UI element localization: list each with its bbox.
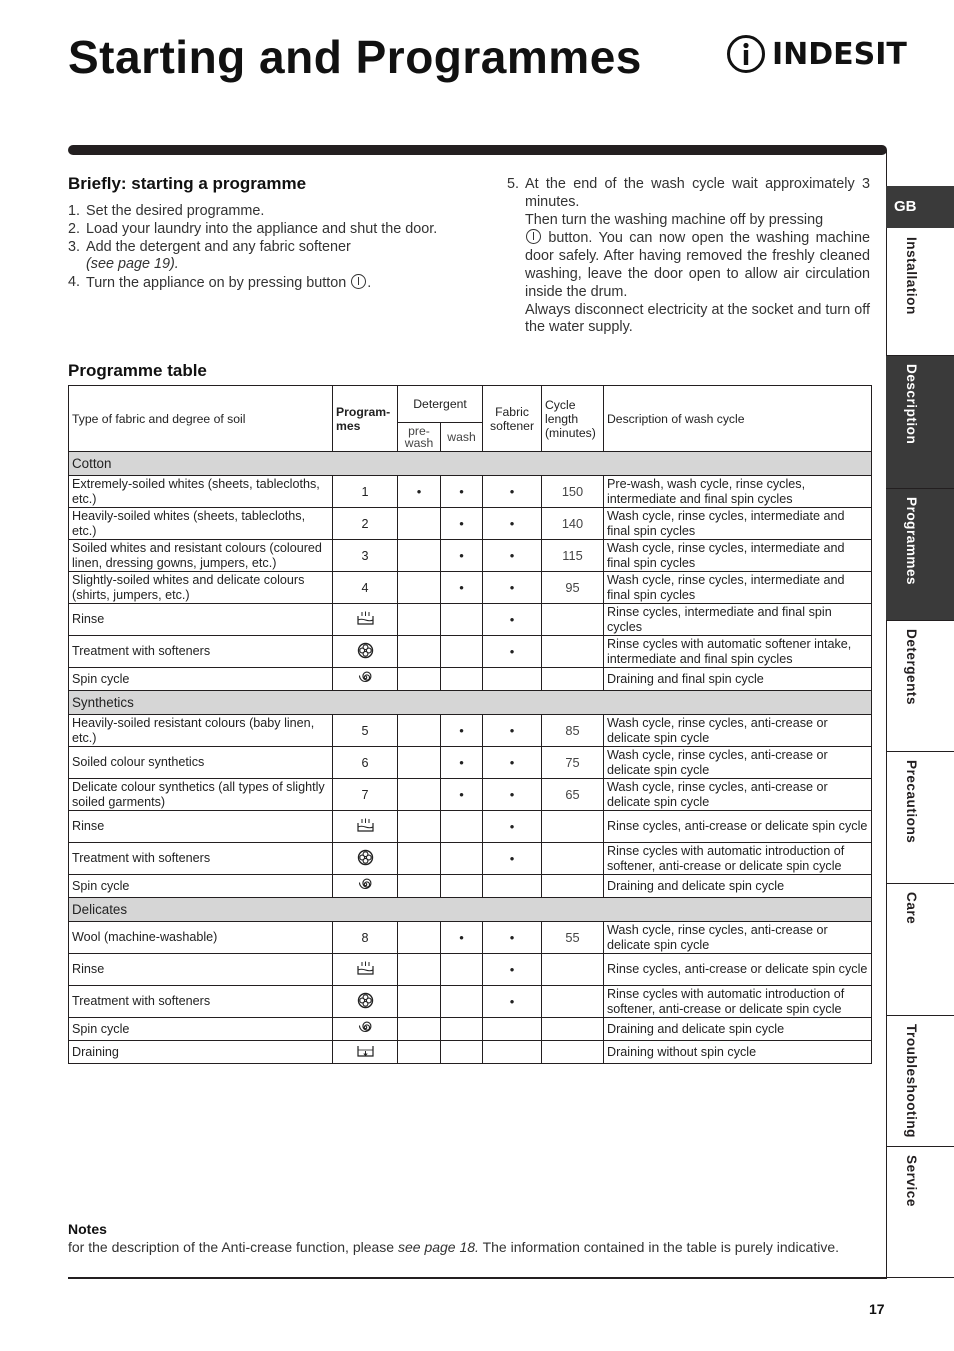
cycle-length-cell [542, 986, 604, 1018]
fabric-cell: Treatment with softeners [69, 843, 333, 875]
prewash-cell [398, 572, 441, 604]
header-description: Description of wash cycle [604, 386, 872, 452]
fabric-cell: Spin cycle [69, 1018, 333, 1041]
softener-cell: • [483, 922, 542, 954]
fabric-cell: Wool (machine-washable) [69, 922, 333, 954]
sidebar-tab-care[interactable] [886, 884, 954, 1016]
sidebar-tab-label: Care [904, 892, 919, 925]
softener-cell [483, 1041, 542, 1064]
softener-cell: • [483, 986, 542, 1018]
programme-cell: 7 [333, 779, 398, 811]
sidebar-tab-label: Precautions [904, 760, 919, 844]
step-item: 4. Turn the appliance on by pressing button . [68, 274, 372, 292]
programme-table [68, 385, 872, 1064]
rinse-icon [357, 961, 374, 979]
prewash-cell [398, 747, 441, 779]
sidebar-tab-programmes[interactable] [886, 489, 954, 621]
programme-cell: 6 [333, 747, 398, 779]
cycle-length-cell [542, 875, 604, 898]
fabric-cell: Slightly-soiled whites and delicate colours (shirts, jumpers, etc.) [69, 572, 333, 604]
description-cell: Wash cycle, rinse cycles, intermediate and final spin cycles [604, 572, 872, 604]
softener-cell: • [483, 843, 542, 875]
cycle-length-cell: 140 [542, 508, 604, 540]
sidebar-tab-description[interactable] [886, 356, 954, 489]
briefly-heading: Briefly: starting a programme [68, 174, 307, 193]
softener-cell [483, 875, 542, 898]
wash-cell [441, 1041, 483, 1064]
table-row [69, 540, 872, 572]
header-detergent: Detergent [398, 386, 483, 423]
softener-cell: • [483, 715, 542, 747]
header-fabric: Type of fabric and degree of soil [69, 386, 333, 452]
table-row [69, 779, 872, 811]
prewash-cell [398, 986, 441, 1018]
steps-list [68, 203, 440, 293]
header-prewash: pre- wash [398, 423, 441, 452]
sidebar-tab-label: Programmes [904, 497, 919, 586]
category-row [69, 898, 872, 922]
description-cell: Wash cycle, rinse cycles, anti-crease or delicate spin cycle [604, 747, 872, 779]
programme-cell [333, 986, 398, 1018]
spin-icon [358, 877, 373, 895]
fabric-cell: Treatment with softeners [69, 986, 333, 1018]
power-button-icon [351, 274, 366, 289]
programme-cell [333, 636, 398, 668]
language-tab[interactable]: GB [886, 186, 954, 228]
description-cell: Rinse cycles with automatic introduction of softener, anti-crease or delicate spin cycle [604, 843, 872, 875]
description-cell: Wash cycle, rinse cycles, intermediate and final spin cycles [604, 508, 872, 540]
description-cell: Rinse cycles, anti-crease or delicate spin cycle [604, 954, 872, 986]
cycle-length-cell [542, 954, 604, 986]
step-5: 5. At the end of the wash cycle wait approximately 3 minutes. Then turn the washing machine off by pressing button. You can now open the washing machine door safely. After having removed the freshly cleaned washing, leave the door open to allow air circulation inside the drum. Always disconnect electricity at the socket and turn off the water supply. [507, 176, 870, 336]
programme-cell [333, 875, 398, 898]
notes-text: for the description of the Anti-crease function, please see page 18. The information contained in the table is purely indicative. [68, 1239, 840, 1255]
footer-rule [68, 1277, 887, 1279]
spin-icon [358, 670, 373, 688]
fabric-cell: Delicate colour synthetics (all types of slightly soiled garments) [69, 779, 333, 811]
description-cell: Draining without spin cycle [604, 1041, 872, 1064]
cycle-length-cell [542, 636, 604, 668]
description-cell: Rinse cycles, intermediate and final spin cycles [604, 604, 872, 636]
prewash-cell [398, 508, 441, 540]
prewash-cell [398, 540, 441, 572]
wash-cell [441, 986, 483, 1018]
fabric-cell: Heavily-soiled whites (sheets, tablecloths, etc.) [69, 508, 333, 540]
softener-cell: • [483, 476, 542, 508]
table-row [69, 747, 872, 779]
table-row [69, 922, 872, 954]
table-row [69, 572, 872, 604]
softener-cell: • [483, 508, 542, 540]
category-label: Delicates [69, 898, 872, 922]
softener-cell: • [483, 604, 542, 636]
notes-title: Notes [68, 1221, 107, 1237]
header-cycle-length: Cycle length (minutes) [542, 386, 604, 452]
cycle-length-cell: 85 [542, 715, 604, 747]
step-item: 3. Add the detergent and any fabric softener (see page 19). [68, 238, 351, 273]
cycle-length-cell [542, 843, 604, 875]
programme-cell [333, 668, 398, 691]
wash-cell [441, 636, 483, 668]
softener-cell: • [483, 779, 542, 811]
brand-name: INDESIT [772, 36, 907, 72]
prewash-cell [398, 1041, 441, 1064]
table-row [69, 811, 872, 843]
wash-cell: • [441, 715, 483, 747]
page-number: 17 [869, 1301, 885, 1317]
sidebar-tab-detergents[interactable] [886, 621, 954, 752]
cycle-length-cell [542, 1041, 604, 1064]
programme-cell [333, 1018, 398, 1041]
sidebar-tab-label: Service [904, 1155, 919, 1207]
category-row [69, 691, 872, 715]
description-cell: Wash cycle, rinse cycles, anti-crease or delicate spin cycle [604, 779, 872, 811]
fabric-cell: Extremely-soiled whites (sheets, tablecloths, etc.) [69, 476, 333, 508]
cycle-length-cell: 95 [542, 572, 604, 604]
step-item: 2. Load your laundry into the appliance and shut the door. [68, 220, 438, 237]
header-softener: Fabric softener [483, 386, 542, 452]
rinse-icon [357, 611, 374, 629]
softener-cell [483, 668, 542, 691]
wash-cell [441, 875, 483, 898]
programme-cell: 3 [333, 540, 398, 572]
table-row [69, 508, 872, 540]
drain-icon [357, 1043, 374, 1061]
sidebar-tab-troubleshooting[interactable] [886, 1016, 954, 1147]
softener-icon [357, 849, 374, 869]
softener-icon [357, 642, 374, 662]
table-row [69, 476, 872, 508]
programme-cell [333, 954, 398, 986]
wash-cell: • [441, 922, 483, 954]
table-row [69, 668, 872, 691]
fabric-cell: Rinse [69, 954, 333, 986]
programme-cell: 8 [333, 922, 398, 954]
category-label: Cotton [69, 452, 872, 476]
prewash-cell [398, 875, 441, 898]
table-row [69, 1041, 872, 1064]
wash-cell: • [441, 747, 483, 779]
wash-cell: • [441, 540, 483, 572]
programme-cell [333, 604, 398, 636]
programme-cell [333, 843, 398, 875]
softener-cell: • [483, 747, 542, 779]
wash-cell [441, 604, 483, 636]
step-item: 1. Set the desired programme. [68, 203, 265, 219]
prewash-cell [398, 811, 441, 843]
prewash-cell [398, 1018, 441, 1041]
description-cell: Rinse cycles with automatic introduction of softener, anti-crease or delicate spin cycle [604, 986, 872, 1018]
fabric-cell: Spin cycle [69, 875, 333, 898]
programme-cell: 5 [333, 715, 398, 747]
category-row [69, 452, 872, 476]
wash-cell [441, 1018, 483, 1041]
cycle-length-cell: 75 [542, 747, 604, 779]
sidebar-tab-service[interactable] [886, 1147, 954, 1278]
prewash-cell [398, 668, 441, 691]
description-cell: Draining and delicate spin cycle [604, 1018, 872, 1041]
cycle-length-cell: 55 [542, 922, 604, 954]
cycle-length-cell [542, 668, 604, 691]
prewash-cell [398, 779, 441, 811]
table-row [69, 1018, 872, 1041]
header-programmes: Program- mes [333, 386, 398, 452]
description-cell: Rinse cycles with automatic softener intake, intermediate and final spin cycles [604, 636, 872, 668]
fabric-cell: Soiled whites and resistant colours (coloured linen, dressing gowns, jumpers, etc.) [69, 540, 333, 572]
sidebar-tab-installation[interactable] [886, 229, 954, 356]
programme-cell: 1 [333, 476, 398, 508]
sidebar-tab-label: Installation [904, 237, 919, 315]
wash-cell [441, 843, 483, 875]
table-row [69, 715, 872, 747]
rinse-icon [357, 818, 374, 836]
indesit-logo-icon [726, 34, 766, 74]
cycle-length-cell [542, 811, 604, 843]
wash-cell: • [441, 508, 483, 540]
category-label: Synthetics [69, 691, 872, 715]
description-cell: Wash cycle, rinse cycles, anti-crease or delicate spin cycle [604, 922, 872, 954]
softener-cell [483, 1018, 542, 1041]
power-button-icon [526, 229, 541, 244]
description-cell: Wash cycle, rinse cycles, intermediate and final spin cycles [604, 540, 872, 572]
fabric-cell: Treatment with softeners [69, 636, 333, 668]
description-cell: Wash cycle, rinse cycles, anti-crease or delicate spin cycle [604, 715, 872, 747]
cycle-length-cell [542, 604, 604, 636]
prewash-cell [398, 636, 441, 668]
softener-cell: • [483, 811, 542, 843]
programme-cell: 2 [333, 508, 398, 540]
programme-cell [333, 811, 398, 843]
table-row [69, 843, 872, 875]
fabric-cell: Rinse [69, 604, 333, 636]
cycle-length-cell: 65 [542, 779, 604, 811]
sidebar-tab-precautions[interactable] [886, 752, 954, 884]
prewash-cell [398, 922, 441, 954]
cycle-length-cell: 150 [542, 476, 604, 508]
brand-logo [726, 34, 907, 74]
header-rule [68, 145, 887, 155]
prewash-cell [398, 604, 441, 636]
softener-icon [357, 992, 374, 1012]
prewash-cell [398, 843, 441, 875]
programme-cell [333, 1041, 398, 1064]
spin-icon [358, 1020, 373, 1038]
programme-cell: 4 [333, 572, 398, 604]
table-row [69, 986, 872, 1018]
description-cell: Draining and final spin cycle [604, 668, 872, 691]
sidebar-tab-label: Troubleshooting [904, 1024, 919, 1138]
softener-cell: • [483, 572, 542, 604]
cycle-length-cell: 115 [542, 540, 604, 572]
cycle-length-cell [542, 1018, 604, 1041]
description-cell: Rinse cycles, anti-crease or delicate spin cycle [604, 811, 872, 843]
wash-cell: • [441, 779, 483, 811]
description-cell: Pre-wash, wash cycle, rinse cycles, intermediate and final spin cycles [604, 476, 872, 508]
table-row [69, 604, 872, 636]
table-row [69, 636, 872, 668]
fabric-cell: Rinse [69, 811, 333, 843]
wash-cell [441, 954, 483, 986]
wash-cell [441, 668, 483, 691]
page-title: Starting and Programmes [68, 31, 642, 83]
wash-cell [441, 811, 483, 843]
table-row [69, 954, 872, 986]
prewash-cell [398, 954, 441, 986]
fabric-cell: Spin cycle [69, 668, 333, 691]
fabric-cell: Draining [69, 1041, 333, 1064]
softener-cell: • [483, 636, 542, 668]
sidebar-tab-label: Detergents [904, 629, 919, 706]
fabric-cell: Heavily-soiled resistant colours (baby linen, etc.) [69, 715, 333, 747]
prewash-cell: • [398, 476, 441, 508]
prewash-cell [398, 715, 441, 747]
wash-cell: • [441, 476, 483, 508]
header-wash: wash [441, 423, 483, 452]
fabric-cell: Soiled colour synthetics [69, 747, 333, 779]
table-row [69, 875, 872, 898]
programme-table-heading: Programme table [68, 361, 207, 380]
softener-cell: • [483, 540, 542, 572]
softener-cell: • [483, 954, 542, 986]
wash-cell: • [441, 572, 483, 604]
description-cell: Draining and delicate spin cycle [604, 875, 872, 898]
sidebar-tab-label: Description [904, 364, 919, 445]
